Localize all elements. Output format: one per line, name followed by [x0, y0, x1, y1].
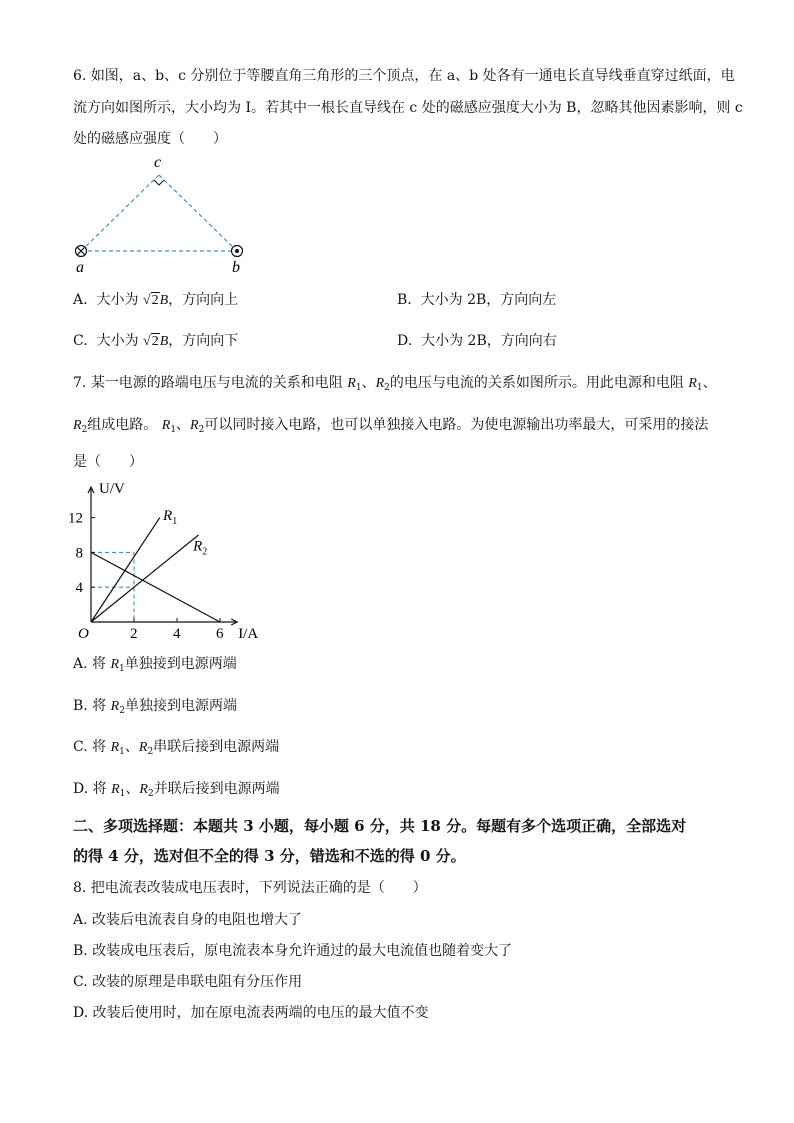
section2-heading-line1: 二、多项选择题：本题共 3 小题，每小题 6 分，共 18 分。每题有多个选项正确，全部选对 [73, 817, 687, 835]
x-axis-label: I/A [238, 626, 259, 642]
side-cb [159, 175, 237, 251]
side-ac [81, 175, 159, 251]
q7-option-d[interactable] [73, 782, 280, 799]
option-letter: D. [397, 333, 413, 349]
line-r1 [91, 518, 160, 622]
r2-subscript: 2 [119, 706, 125, 716]
y-tick-label: 12 [68, 510, 83, 527]
label-a: a [76, 259, 84, 275]
option-var: B [159, 334, 169, 349]
stem-text: 、 [361, 375, 376, 391]
stem-text: 组成电路。 [87, 417, 158, 433]
option-letter: A. [73, 292, 88, 308]
option-text: ，方向向上 [168, 292, 239, 308]
q7-option-a[interactable] [73, 657, 237, 674]
q6-option-c[interactable] [73, 334, 238, 349]
x-tick-label: 2 [130, 626, 138, 642]
current-out-of-page-icon [232, 246, 243, 257]
origin-label: O [78, 626, 89, 642]
q8-option-b[interactable]: B. 改装成电压表后，原电流表本身允许通过的最大电流值也随着变大了 [73, 943, 513, 959]
option-text: 大小为 [96, 292, 139, 308]
option-text: 并联后接到电源两端 [153, 781, 280, 797]
q6-stem-line3: 处的磁感应强度（ ） [73, 131, 227, 147]
y-axis-label: U/V [99, 481, 125, 498]
right-angle-mark [154, 180, 164, 185]
option-var: B [159, 293, 169, 308]
r2-subscript: 2 [81, 425, 88, 435]
q6-option-d[interactable] [397, 334, 557, 348]
q7-stem-line2 [73, 418, 708, 435]
r1-symbol: R [161, 418, 171, 433]
q8-stem: 8. 把电流表改装成电压表时，下列说法正确的是（ ） [73, 880, 427, 896]
r1-subscript: 1 [355, 383, 362, 393]
option-letter: B. [397, 292, 412, 308]
x-tick-label: 6 [216, 626, 224, 642]
option-text: 将 [92, 781, 107, 797]
option-text: 、 [124, 739, 139, 755]
label-c: c [154, 154, 162, 171]
label-b: b [232, 259, 240, 275]
r1-subscript: 1 [696, 383, 703, 393]
option-text: 将 [92, 656, 107, 672]
option-letter: C. [73, 739, 88, 755]
q8-option-d[interactable]: D. 改装后使用时，加在原电流表两端的电压的最大值不变 [73, 1005, 429, 1021]
series-label-subscript: 2 [202, 546, 208, 558]
option-text: 将 [92, 739, 107, 755]
r1-symbol: R [347, 376, 356, 391]
q7-stem-line1 [73, 376, 717, 393]
series-label-letter: R [163, 508, 173, 525]
q7-option-c[interactable] [73, 740, 279, 757]
x-tick-label: 4 [173, 626, 181, 642]
option-text: 单独接到电源两端 [124, 698, 237, 714]
r2-subscript: 2 [384, 383, 390, 393]
r2-symbol: R [139, 782, 148, 797]
ui-graph [60, 475, 275, 645]
option-letter: D. [73, 781, 89, 797]
q7-number: 7. [73, 375, 87, 391]
q8-option-a[interactable]: A. 改装后电流表自身的电阻也增大了 [73, 912, 303, 928]
q6-stem-line2: 流方向如图所示，大小均为 I。若其中一根长直导线在 c 处的磁感应强度大小为 B，忽略其他因素影响，则 c [73, 100, 743, 116]
current-into-page-icon [76, 246, 87, 257]
option-text: 大小为 2B，方向向右 [421, 333, 557, 349]
stem-text: 可以同时接入电路，也可以单独接入电路。为使电源输出功率最大，可采用的接法 [204, 417, 709, 433]
q6-stem-line1: 如图，a、b、c 分别位于等腰直角三角形的三个顶点，在 a、b 处各有一通电长直导线垂直穿过纸面，电 [90, 68, 735, 84]
series-label-r1 [162, 508, 177, 527]
q6-triangle-figure [70, 150, 260, 275]
q8-option-c[interactable]: C. 改装的原理是串联电阻有分压作用 [73, 974, 303, 990]
r1-subscript: 1 [170, 425, 177, 435]
option-text: 大小为 2B，方向向左 [420, 292, 557, 308]
r2-symbol: R [138, 740, 148, 755]
option-text: 、 [125, 781, 140, 797]
sqrt-radicand: 2 [151, 293, 159, 308]
r1-symbol: R [111, 782, 120, 797]
option-text: ，方向向下 [168, 333, 239, 349]
option-text: 大小为 [96, 333, 139, 349]
q6-number: 6. [73, 68, 87, 84]
option-text: 将 [92, 698, 107, 714]
option-text: 串联后接到电源两端 [153, 739, 280, 755]
stem-text: 、 [702, 375, 717, 391]
q6-line1 [73, 69, 735, 83]
r2-subscript: 2 [198, 425, 205, 435]
r2-symbol: R [73, 418, 82, 433]
data-lines [91, 518, 220, 622]
r2-subscript: 2 [147, 789, 154, 799]
r1-subscript: 1 [119, 789, 126, 799]
stem-text: 、 [176, 417, 191, 433]
sqrt-radicand: 2 [151, 334, 159, 349]
option-letter: C. [73, 333, 88, 349]
r2-symbol: R [375, 376, 385, 391]
y-tick-label: 8 [75, 545, 83, 562]
option-letter: B. [73, 698, 88, 714]
section2-heading-line2: 的得 4 分，选对但不全的得 3 分，错选和不选的得 0 分。 [73, 847, 466, 865]
r1-subscript: 1 [119, 664, 125, 674]
stem-text: 的电压与电流的关系如图所示。用此电源和电阻 [389, 375, 684, 391]
r2-symbol: R [190, 418, 199, 433]
r2-symbol: R [110, 699, 120, 714]
sqrt-symbol: √2 [142, 293, 159, 308]
option-letter: A. [73, 656, 88, 672]
q7-option-b[interactable] [73, 699, 237, 716]
series-label-subscript: 1 [172, 516, 178, 528]
q6-option-a[interactable] [73, 293, 238, 308]
r1-subscript: 1 [119, 747, 125, 757]
series-label-r2 [192, 539, 207, 558]
option-text: 单独接到电源两端 [124, 656, 237, 672]
q6-option-b[interactable] [397, 293, 556, 307]
r2-subscript: 2 [147, 747, 154, 757]
series-label-letter: R [193, 538, 203, 555]
line-source [91, 552, 220, 622]
r1-symbol: R [688, 376, 697, 391]
line-r2 [91, 535, 199, 622]
r1-symbol: R [110, 657, 120, 672]
sqrt-symbol: √2 [143, 334, 159, 349]
y-tick-label: 4 [75, 580, 83, 597]
r1-symbol: R [110, 740, 120, 755]
q7-stem-line3: 是（ ） [73, 454, 143, 470]
stem-text: 某一电源的路端电压与电流的关系和电阻 [90, 375, 343, 391]
